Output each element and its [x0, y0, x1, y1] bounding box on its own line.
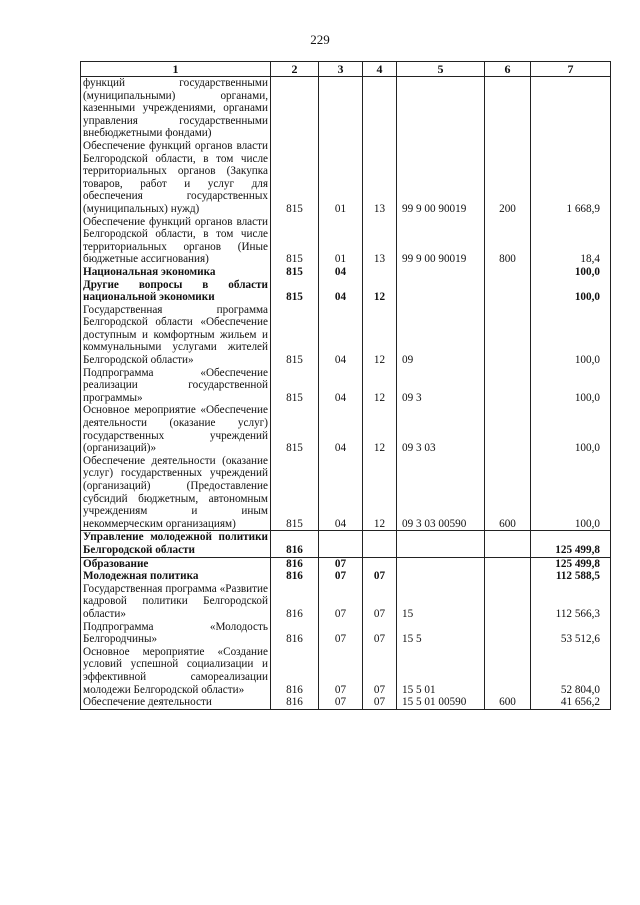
row-sum-cell: 125 499,8	[531, 557, 611, 570]
row-cs-cell: 15 5 01 00590	[397, 696, 485, 709]
row-gr-cell: 815	[271, 216, 319, 266]
row-vr-cell	[485, 531, 531, 557]
row-cs-cell: 99 9 00 90019	[397, 216, 485, 266]
row-cs-cell	[397, 77, 485, 140]
row-rz-cell: 07	[319, 557, 363, 570]
row-vr-cell	[485, 279, 531, 304]
row-cs-cell: 99 9 00 90019	[397, 140, 485, 216]
table-row	[81, 404, 611, 454]
row-rz-cell: 01	[319, 140, 363, 216]
row-gr-cell: 815	[271, 367, 319, 405]
row-vr-cell	[485, 77, 531, 140]
row-pr-cell: 12	[363, 455, 397, 531]
row-gr-cell: 815	[271, 304, 319, 367]
row-name-cell: Обеспечение деятельности (оказание услуг) государственных учреждений (организаций) (Предоставление субсидий бюджетным, автономным учреждениям и иным некоммерческим организациям)	[81, 455, 271, 531]
row-cs-cell: 15	[397, 583, 485, 621]
row-pr-cell	[363, 77, 397, 140]
row-vr-cell	[485, 646, 531, 696]
row-gr-cell: 815	[271, 266, 319, 279]
row-vr-cell	[485, 621, 531, 646]
row-rz-cell: 04	[319, 367, 363, 405]
row-name-cell: Образование	[81, 557, 271, 570]
row-rz-cell	[319, 77, 363, 140]
table-row	[81, 583, 611, 621]
row-rz-cell: 04	[319, 455, 363, 531]
row-name-cell: Основное мероприятие «Создание условий успешной социализации и эффективной самореализации молодежи Белгородской области»	[81, 646, 271, 696]
row-pr-cell: 13	[363, 140, 397, 216]
row-vr-cell	[485, 404, 531, 454]
row-name-cell: Молодежная политика	[81, 570, 271, 583]
row-gr-cell: 815	[271, 140, 319, 216]
row-sum-cell: 100,0	[531, 266, 611, 279]
row-name-cell: Государственная программа «Развитие кадровой политики Белгородской области»	[81, 583, 271, 621]
row-gr-cell: 816	[271, 557, 319, 570]
column-header-5: 5	[397, 62, 485, 77]
row-gr-cell	[271, 77, 319, 140]
table-row	[81, 367, 611, 405]
row-cs-cell: 15 5 01	[397, 646, 485, 696]
table-row	[81, 279, 611, 304]
page-number: 229	[310, 32, 330, 47]
row-pr-cell	[363, 266, 397, 279]
row-sum-cell: 100,0	[531, 279, 611, 304]
row-name-cell: Подпрограмма «Молодость Белгородчины»	[81, 621, 271, 646]
table-row	[81, 621, 611, 646]
row-sum-cell: 100,0	[531, 367, 611, 405]
row-cs-cell: 09 3 03	[397, 404, 485, 454]
row-gr-cell: 816	[271, 646, 319, 696]
header-row	[81, 62, 611, 77]
column-header-4: 4	[363, 62, 397, 77]
row-sum-cell: 112 588,5	[531, 570, 611, 583]
row-pr-cell: 07	[363, 621, 397, 646]
row-rz-cell: 07	[319, 696, 363, 709]
row-sum-cell: 1 668,9	[531, 140, 611, 216]
row-cs-cell	[397, 557, 485, 570]
row-pr-cell: 13	[363, 216, 397, 266]
row-gr-cell: 815	[271, 455, 319, 531]
row-sum-cell: 100,0	[531, 455, 611, 531]
row-pr-cell: 07	[363, 570, 397, 583]
table-row	[81, 216, 611, 266]
row-sum-cell	[531, 77, 611, 140]
row-name-cell: Обеспечение деятельности	[81, 696, 271, 709]
row-vr-cell	[485, 583, 531, 621]
row-name-cell: Государственная программа Белгородской области «Обеспечение доступным и комфортным жильем и коммунальными услугами жителей Белгородской области»	[81, 304, 271, 367]
row-vr-cell	[485, 570, 531, 583]
column-header-1: 1	[81, 62, 271, 77]
row-pr-cell: 07	[363, 646, 397, 696]
table-row	[81, 531, 611, 557]
table-body	[81, 77, 611, 710]
row-pr-cell: 07	[363, 583, 397, 621]
row-pr-cell: 12	[363, 304, 397, 367]
table-header	[81, 62, 611, 77]
row-sum-cell: 52 804,0	[531, 646, 611, 696]
row-sum-cell: 41 656,2	[531, 696, 611, 709]
row-cs-cell: 09 3	[397, 367, 485, 405]
budget-table	[80, 61, 611, 710]
table-row	[81, 304, 611, 367]
row-gr-cell: 815	[271, 404, 319, 454]
row-rz-cell: 04	[319, 279, 363, 304]
table-row	[81, 140, 611, 216]
row-vr-cell	[485, 304, 531, 367]
row-pr-cell	[363, 557, 397, 570]
row-vr-cell: 800	[485, 216, 531, 266]
table-row	[81, 455, 611, 531]
column-header-2: 2	[271, 62, 319, 77]
row-pr-cell: 07	[363, 696, 397, 709]
row-pr-cell: 12	[363, 404, 397, 454]
row-pr-cell: 12	[363, 279, 397, 304]
row-cs-cell: 09	[397, 304, 485, 367]
row-name-cell: Обеспечение функций органов власти Белгородской области, в том числе территориальных органов (Закупка товаров, работ и услуг для обеспечения государственных (муниципальных) нужд)	[81, 140, 271, 216]
row-rz-cell: 07	[319, 646, 363, 696]
row-sum-cell: 18,4	[531, 216, 611, 266]
row-sum-cell: 125 499,8	[531, 531, 611, 557]
row-rz-cell: 04	[319, 266, 363, 279]
row-rz-cell: 04	[319, 404, 363, 454]
row-rz-cell: 04	[319, 304, 363, 367]
row-cs-cell	[397, 531, 485, 557]
column-header-6: 6	[485, 62, 531, 77]
row-vr-cell: 600	[485, 455, 531, 531]
row-sum-cell: 112 566,3	[531, 583, 611, 621]
row-sum-cell: 100,0	[531, 304, 611, 367]
row-gr-cell: 816	[271, 583, 319, 621]
row-name-cell: Обеспечение функций органов власти Белгородской области, в том числе территориальных органов (Иные бюджетные ассигнования)	[81, 216, 271, 266]
row-gr-cell: 815	[271, 279, 319, 304]
row-name-cell: функций государственными (муниципальными) органами, казенными учреждениями, органами управления государственными внебюджетными фондами)	[81, 77, 271, 140]
table-row	[81, 557, 611, 570]
table-row	[81, 266, 611, 279]
row-gr-cell: 816	[271, 621, 319, 646]
row-gr-cell: 816	[271, 696, 319, 709]
row-sum-cell: 100,0	[531, 404, 611, 454]
row-rz-cell: 07	[319, 621, 363, 646]
row-vr-cell	[485, 557, 531, 570]
row-vr-cell	[485, 266, 531, 279]
row-rz-cell: 07	[319, 570, 363, 583]
row-pr-cell	[363, 531, 397, 557]
row-name-cell: Управление молодежной политики Белгородской области	[81, 531, 271, 557]
row-name-cell: Национальная экономика	[81, 266, 271, 279]
table-row	[81, 77, 611, 140]
row-cs-cell	[397, 279, 485, 304]
row-cs-cell	[397, 266, 485, 279]
row-sum-cell: 53 512,6	[531, 621, 611, 646]
row-cs-cell: 15 5	[397, 621, 485, 646]
row-rz-cell: 07	[319, 583, 363, 621]
row-vr-cell	[485, 367, 531, 405]
row-gr-cell: 816	[271, 570, 319, 583]
row-name-cell: Подпрограмма «Обеспечение реализации государственной программы»	[81, 367, 271, 405]
row-name-cell: Другие вопросы в области национальной экономики	[81, 279, 271, 304]
row-rz-cell	[319, 531, 363, 557]
column-header-3: 3	[319, 62, 363, 77]
table-row	[81, 696, 611, 709]
row-cs-cell	[397, 570, 485, 583]
row-vr-cell: 600	[485, 696, 531, 709]
row-pr-cell: 12	[363, 367, 397, 405]
table-row	[81, 646, 611, 696]
row-name-cell: Основное мероприятие «Обеспечение деятельности (оказание услуг) государственных учреждений (организаций)»	[81, 404, 271, 454]
column-header-7: 7	[531, 62, 611, 77]
row-vr-cell: 200	[485, 140, 531, 216]
row-cs-cell: 09 3 03 00590	[397, 455, 485, 531]
row-gr-cell: 816	[271, 531, 319, 557]
table-row	[81, 570, 611, 583]
row-rz-cell: 01	[319, 216, 363, 266]
